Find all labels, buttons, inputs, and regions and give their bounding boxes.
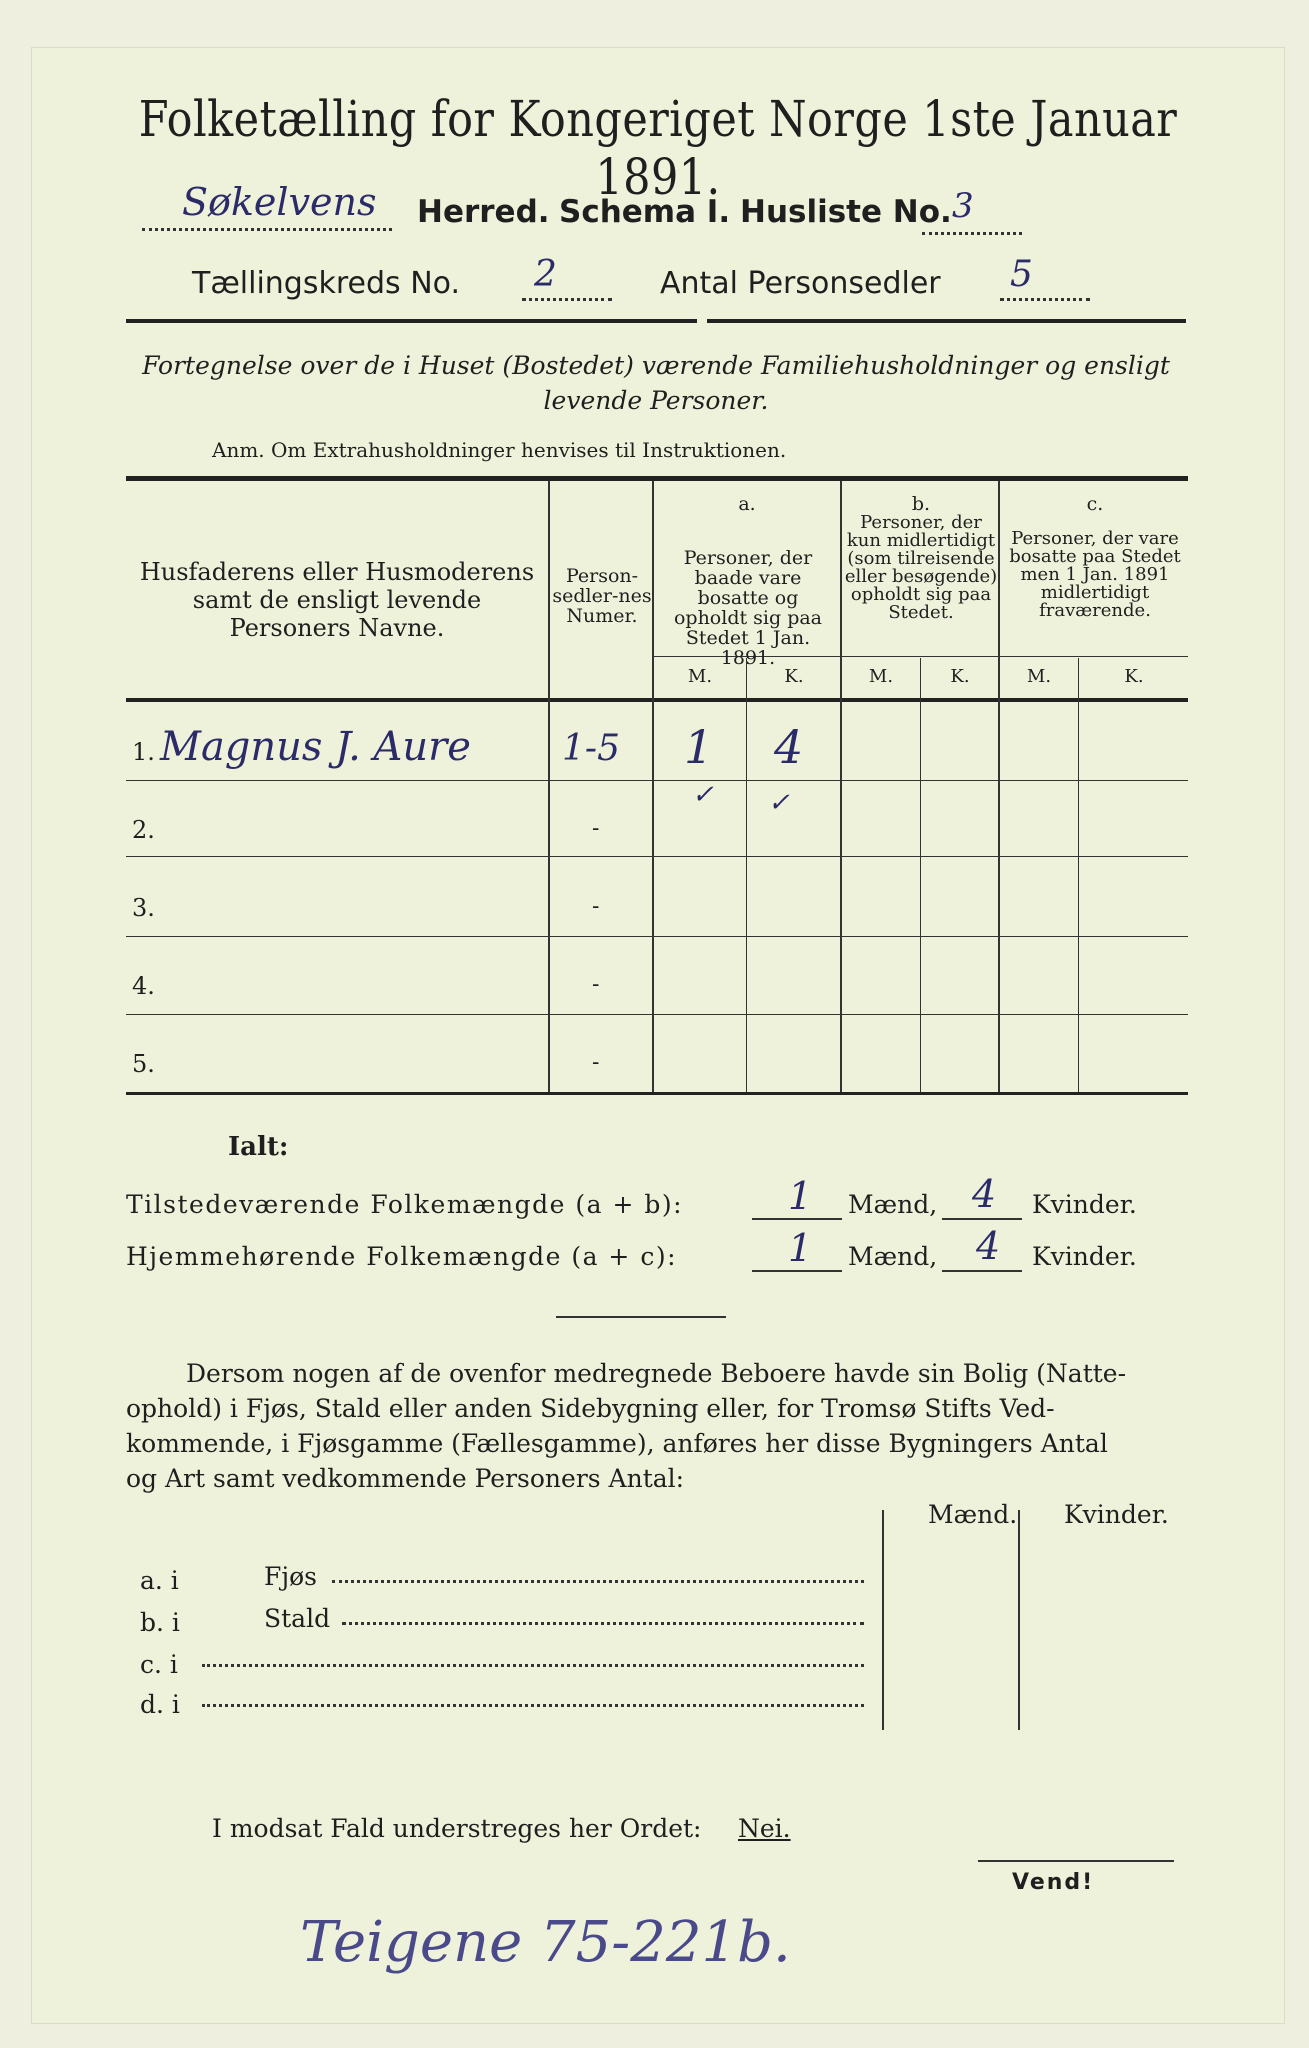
- table-top-rule: [126, 476, 1188, 481]
- census-form: [32, 48, 1284, 2023]
- tilstede-label: Tilstedeværende Folkemængde (a + b):: [126, 1190, 684, 1219]
- kreds-label: Tællingskreds No.: [192, 266, 460, 301]
- col-c-m: M.: [1026, 666, 1052, 687]
- antal-label: Antal Personsedler: [660, 266, 941, 301]
- tilstede-kvinder-value: 4: [972, 1172, 997, 1216]
- col-c-letter: c.: [1086, 493, 1104, 515]
- ialt-label: Ialt:: [228, 1132, 289, 1162]
- fortegnelse-text: Fortegnelse over de i Huset (Bostedet) værende Familiehusholdninger og ensligt levende Personer.: [142, 351, 1170, 415]
- herred-label: Herred.: [417, 194, 550, 230]
- col-a-k: K.: [784, 666, 804, 687]
- header-rule: [126, 319, 1186, 323]
- schema-label: Schema I.: [559, 194, 731, 230]
- hjemme-maend-label: Mænd,: [848, 1242, 938, 1271]
- row-number: 4.: [132, 972, 155, 1000]
- col-c-k: K.: [1124, 666, 1144, 687]
- archive-note: Teigene 75-221b.: [300, 1910, 791, 1975]
- hjemme-kvinder-label: Kvinder.: [1032, 1242, 1137, 1271]
- check-a-k: ✓: [768, 788, 790, 818]
- building-letter: a. i: [140, 1566, 179, 1595]
- col-header-numer: Person-sedler-nes Numer.: [552, 565, 652, 627]
- buildings-text-2: ophold) i Fjøs, Stald eller anden Sidebygning eller, for Tromsø Stifts Ved-: [126, 1394, 1055, 1423]
- antal-field: [1000, 254, 1090, 301]
- col-b-letter: b.: [911, 493, 931, 515]
- herred-field: [142, 180, 392, 231]
- table-bottom-rule: [126, 1092, 1188, 1095]
- husliste-label: Husliste No.: [740, 194, 952, 230]
- row-a-m: 1: [684, 720, 714, 774]
- tilstede-maend-value: 1: [788, 1174, 813, 1218]
- form-title: Folketælling for Kongeriget Norge 1ste Januar 1891.: [138, 90, 1178, 206]
- herred-value: Søkelvens: [182, 180, 377, 224]
- col-header-a: Personer, der baade vare bosatte og opholdt sig paa Stedet 1 Jan. 1891.: [673, 547, 823, 669]
- husliste-value: 3: [952, 186, 974, 226]
- row-name: Magnus J. Aure: [160, 724, 471, 770]
- buildings-text-4: og Art samt vedkommende Personers Antal:: [126, 1464, 685, 1493]
- col-b-m: M.: [868, 666, 894, 687]
- hjemme-kvinder-value: 4: [976, 1224, 1001, 1268]
- buildings-text-3: kommende, i Fjøsgamme (Fællesgamme), anføres her disse Bygningers Antal: [126, 1429, 1108, 1458]
- modsat-text: I modsat Fald understreges her Ordet:: [212, 1814, 702, 1843]
- vend-label: Vend!: [1012, 1870, 1095, 1895]
- tilstede-maend-label: Mænd,: [848, 1190, 938, 1219]
- col-b-k: K.: [950, 666, 970, 687]
- row-numer: -: [592, 972, 600, 997]
- row-numer: -: [592, 1050, 600, 1075]
- row-number: 3.: [132, 894, 155, 922]
- hjemme-label: Hjemmehørende Folkemængde (a + c):: [126, 1242, 677, 1271]
- building-name: Fjøs: [264, 1562, 317, 1591]
- anm-text: Anm. Om Extrahusholdninger henvises til Instruktionen.: [212, 438, 787, 462]
- col-a-m: M.: [687, 666, 713, 687]
- row-number: 1.: [132, 738, 155, 766]
- table-header-rule: [126, 698, 1188, 702]
- row-a-k: 4: [774, 720, 804, 774]
- col-maend: Mænd.: [928, 1500, 1018, 1529]
- hjemme-maend-value: 1: [788, 1226, 813, 1270]
- col-header-c: Personer, der vare bosatte paa Stedet men 1 Jan. 1891 midlertidigt fraværende.: [1009, 528, 1181, 621]
- kreds-value: 2: [534, 254, 557, 295]
- nei-word: Nei.: [738, 1814, 791, 1843]
- col-header-names: Husfaderens eller Husmoderens samt de ensligt levende Personers Navne.: [139, 558, 535, 642]
- section-divider: [556, 1316, 726, 1318]
- building-name: Stald: [264, 1604, 331, 1633]
- tilstede-kvinder-label: Kvinder.: [1032, 1190, 1137, 1219]
- husliste-field: [922, 186, 1022, 235]
- row-numer: 1-5: [562, 728, 620, 769]
- col-header-b: Personer, der kun midlertidigt (som tilreisende eller besøgende) opholdt sig paa Stedet.: [844, 512, 998, 623]
- building-letter: c. i: [140, 1650, 178, 1679]
- building-letter: d. i: [140, 1690, 180, 1719]
- row-numer: -: [592, 894, 600, 919]
- col-a-letter: a.: [738, 493, 756, 515]
- building-letter: b. i: [140, 1608, 180, 1637]
- buildings-text-1: Dersom nogen af de ovenfor medregnede Beboere havde sin Bolig (Natte-: [186, 1359, 1127, 1388]
- row-number: 2.: [132, 816, 155, 844]
- row-numer: -: [592, 816, 600, 841]
- kreds-field: [522, 254, 612, 301]
- antal-value: 5: [1010, 254, 1033, 295]
- row-number: 5.: [132, 1050, 155, 1078]
- col-kvinder: Kvinder.: [1064, 1500, 1169, 1529]
- check-a-m: ✓: [692, 780, 714, 810]
